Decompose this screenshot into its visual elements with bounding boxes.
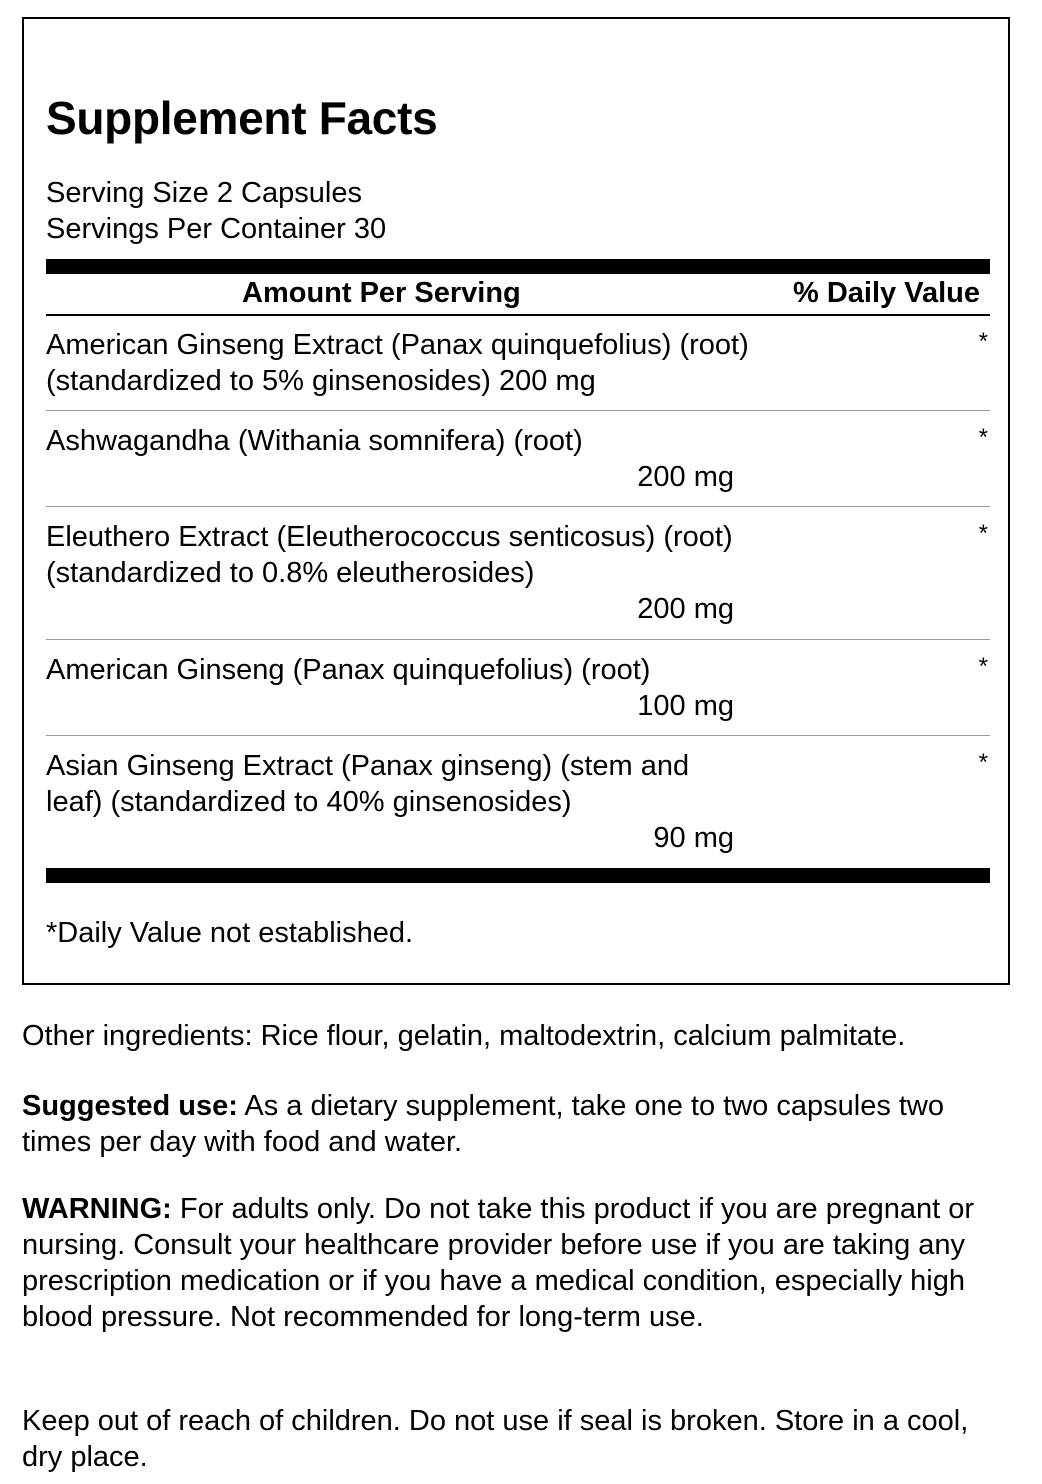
warning-text: For adults only. Do not take this product if you are pregnant or nursing. Consult your healthcare provider before use if you are taking any prescription medication or if you have a medical condition, especially high blood pressure. Not recommended for long-term use. <box>22 1193 975 1333</box>
daily-value-footnote: *Daily Value not established. <box>46 917 414 949</box>
ingredient-amount: 200 mg <box>637 593 734 625</box>
ingredient-row <box>46 652 990 730</box>
top-divider-bar <box>46 259 990 274</box>
supplement-facts-panel <box>22 17 1010 985</box>
ingredient-daily-value: * <box>978 520 988 547</box>
warning-label: WARNING: <box>22 1193 172 1225</box>
ingredient-name: Eleuthero Extract (Eleutherococcus senticosus) (root) (standardized to 0.8% eleutherosides) <box>46 521 733 589</box>
ingredient-row <box>46 519 990 631</box>
ingredient-daily-value: * <box>978 328 988 355</box>
serving-size: Serving Size 2 Capsules <box>46 177 362 209</box>
suggested-use-label: Suggested use: <box>22 1090 238 1122</box>
ingredient-daily-value: * <box>978 424 988 451</box>
storage-instructions: Keep out of reach of children. Do not use if seal is broken. Store in a cool, dry place. <box>22 1405 969 1473</box>
bottom-divider-bar <box>46 868 990 883</box>
ingredient-name: American Ginseng (Panax quinquefolius) (root) <box>46 654 651 686</box>
ingredient-row <box>46 423 990 501</box>
amount-per-serving-header: Amount Per Serving <box>242 277 521 309</box>
table-header <box>46 275 990 311</box>
ingredient-amount: 100 mg <box>637 690 734 722</box>
suggested-use <box>22 1088 1012 1160</box>
ingredient-name: Asian Ginseng Extract (Panax ginseng) (stem and leaf) (standardized to 40% ginsenosides) <box>46 750 690 818</box>
ingredient-amount: 90 mg <box>653 822 734 854</box>
ingredient-daily-value: * <box>978 653 988 680</box>
ingredient-amount: 200 mg <box>499 365 596 397</box>
ingredient-daily-value: * <box>978 749 988 776</box>
warning <box>22 1191 1012 1335</box>
daily-value-header: % Daily Value <box>793 277 980 309</box>
servings-per-container: Servings Per Container 30 <box>46 213 387 245</box>
row-divider <box>46 506 990 507</box>
row-divider <box>46 735 990 736</box>
suggested-use-text: As a dietary supplement, take one to two capsules two times per day with food and water. <box>22 1090 945 1158</box>
row-divider <box>46 639 990 640</box>
ingredient-name: American Ginseng Extract (Panax quinquefolius) (root) (standardized to 5% ginsenosides) 200 mg <box>46 329 749 397</box>
row-divider <box>46 410 990 411</box>
panel-title: Supplement Facts <box>46 92 438 144</box>
other-ingredients: Other ingredients: Rice flour, gelatin, maltodextrin, calcium palmitate. <box>22 1020 906 1052</box>
ingredient-row <box>46 327 990 403</box>
header-divider <box>46 314 990 316</box>
ingredient-row <box>46 748 990 860</box>
ingredient-amount: 200 mg <box>637 461 734 493</box>
ingredient-name: Ashwagandha (Withania somnifera) (root) <box>46 425 583 457</box>
